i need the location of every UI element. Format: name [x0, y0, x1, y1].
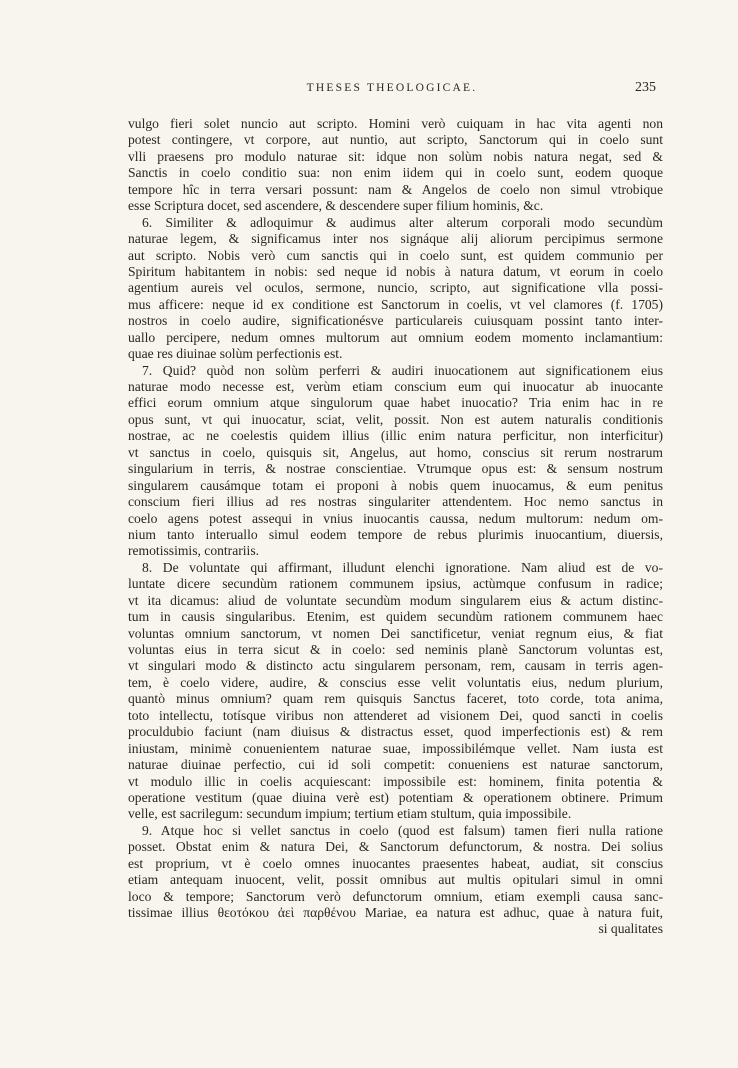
text-line: vulgo fieri solet nuncio aut scripto. Homini verò cuiquam in hac vita agenti non — [128, 116, 663, 131]
text-line: etiam antequam inuocent, velit, possit omnibus aut multis opitulari simul in omni — [128, 872, 663, 888]
text-line: agentium aureis vel oculos, sermone, nuncio, scripto, aut significatione vlla possi- — [128, 280, 663, 296]
text-line: iniustam, minimè conuenientem naturae suae, impossibilémque vellet. Nam iusta est — [128, 740, 663, 756]
paragraph-start-line: 6. Similiter & adloquimur & audimus alter alterum corporali modo secundùm — [142, 214, 663, 230]
text-line: singularem causámque totam ei proponi à nobis quem inuocamus, & eum penitus — [128, 477, 663, 493]
page-number: 235 — [635, 80, 656, 95]
text-line: operatione vestitum (quae diuina verè est) potentiam & operationem obtinere. Primum — [128, 789, 663, 805]
text-line: opus sunt, vt qui inuocatur, sciat, velit, possit. Non est autem naturalis conditionis — [128, 411, 663, 427]
text-line: voluntas eius in terra sicut & in coelo: sed neminis planè Sanctorum voluntas est, — [128, 642, 663, 657]
text-line: Sanctis in coelo conditio sua: non enim iidem qui in coelo sunt, eodem quoque — [128, 165, 663, 181]
text-line: vt singulari modo & distincto actu singularem personam, rem, causam in terris agen- — [128, 658, 663, 674]
text-line: Spiritum habitantem in nobis: sed neque id nobis à natura datum, vt eorum in coelo — [128, 263, 663, 279]
paragraph-start-line: 9. Atque hoc si vellet sanctus in coelo (quod est falsum) tamen fieri nulla ratione — [142, 822, 663, 838]
running-head: THESES THEOLOGICAE. — [306, 82, 478, 94]
text-line: aut scripto. Nobis verò cum sanctis qui in coelo sunt, est quidem communio per — [128, 247, 663, 263]
text-line: esse Scriptura docet, sed ascendere, & descendere super filium hominis, &c. — [128, 198, 544, 214]
text-line: vt sanctus in coelo, quisquis sit, Angelus, aut homo, conscius sit rerum nostrarum — [128, 444, 663, 460]
text-line: vlli praesens pro modulo naturae sit: idque non solùm nobis natura negat, sed & — [128, 148, 663, 164]
text-line: nostros in coelo audire, significationésve particulareis cuiusquam possint tanto inter- — [128, 313, 663, 329]
text-line: quae res diuinae solùm perfectionis est. — [128, 346, 343, 362]
text-line: luntate dicere secundùm rationem communem ipsius, actùmque confusum in radice; — [128, 576, 663, 592]
text-line: mus afficere: neque id ex conditione est Sanctorum in coelis, vt vel clamores (f. 1705) — [128, 296, 663, 312]
text-line: tissimae illius θεοτόκου ἀεὶ παρθένου Mariae, ea natura est adhuc, quae à natura fuit, — [128, 905, 663, 920]
text-line: vt modulo illic in coelis acquiescant: impossibile est: hominem, finita potentia & — [128, 773, 663, 789]
text-line: est proprium, vt è coelo omnes inuocantes praesentes habeat, audiat, sit conscius — [128, 855, 663, 871]
text-line: naturae modo necesse est, verùm etiam conscium eum qui inuocatur ab inuocante — [128, 379, 663, 394]
text-line: conscium fieri illius ad res nostras singulariter attendentem. Hoc nemo sanctus in — [128, 494, 663, 510]
text-line: posset. Obstat enim & natura Dei, & Sanctorum defunctorum, & nostra. Dei solius — [128, 839, 663, 855]
text-line: vt ita dicamus: aliud de voluntate secundùm modum singularem eius & actum distinc- — [128, 592, 663, 608]
text-line: loco & tempore; Sanctorum verò defunctorum omnium, etiam exempli causa sanc- — [128, 888, 663, 904]
body-text — [128, 116, 663, 938]
text-line: toto intellectu, totísque viribus non attenderet ad visionem Dei, quod sancti in coelis — [128, 707, 663, 723]
text-line: nostrae, ac ne coelestis quidem illius (illic enim natura perficitur, non interficitur) — [128, 428, 663, 444]
text-line: uallo percipere, nedum omnes multorum aut omnium eodem momento inclamantium: — [128, 329, 663, 345]
text-line: naturae diuinae perfectio, cui id soli competit: conueniens est naturae sanctorum, — [128, 757, 663, 773]
paragraph-start-line: 7. Quid? quòd non solùm perferri & audiri inuocationem aut significationem eius — [142, 362, 663, 378]
text-line: remotissimis, contrariis. — [128, 543, 260, 559]
paragraph-start-line: 8. De voluntate qui affirmant, illudunt elenchi ignoratione. Nam aliud est de vo- — [142, 559, 663, 575]
text-line: potest contingere, vt corpore, aut nuntio, aut scripto, Sanctorum qui in coelo sunt — [128, 132, 663, 148]
text-line: naturae legem, & significamus inter nos signáque alij aliorum percipimus sermone — [128, 231, 663, 247]
text-line: tempore hîc in terra versari possunt: nam & Angelos de coelo non simul vtrobique — [128, 181, 663, 197]
text-line: coelo agens potest assequi in vnius inuocantis caussa, nedum multorum: nedum om- — [128, 510, 663, 526]
text-line: velle, est sacrilegum: secundum impium; tertium etiam stultum, quia impossibile. — [128, 806, 572, 822]
text-line: proculdubio faciunt (nam diuisus & distractus esset, quod imperfectionis est) & rem — [128, 724, 663, 740]
catchword-line: si qualitates — [598, 921, 663, 937]
text-line: nium tanto interuallo simul eodem tempore de rebus plurimis inuocantium, diuersis, — [128, 526, 663, 542]
text-line: quantò minus omnium? quam rem quisquis Sanctus faceret, toto corde, tota anima, — [128, 691, 663, 707]
text-line: effici eorum omnium atque singulorum quae habet inuocatio? Tria enim hac in re — [128, 395, 663, 411]
text-line: tem, è coelo videre, audire, & conscius esse velit voluntatis eius, nedum plurium, — [128, 674, 663, 690]
text-line: voluntas omnium sanctorum, vt nomen Dei sanctificetur, veniat regnum eius, & fiat — [128, 625, 663, 641]
page-header — [128, 80, 656, 100]
text-line: singularium in terris, & nostrae conscientiae. Vtrumque opus est: & sensum nostrum — [128, 461, 663, 477]
text-line: tum in causis singularibus. Etenim, est quidem secundùm rationem communem haec — [128, 609, 663, 625]
